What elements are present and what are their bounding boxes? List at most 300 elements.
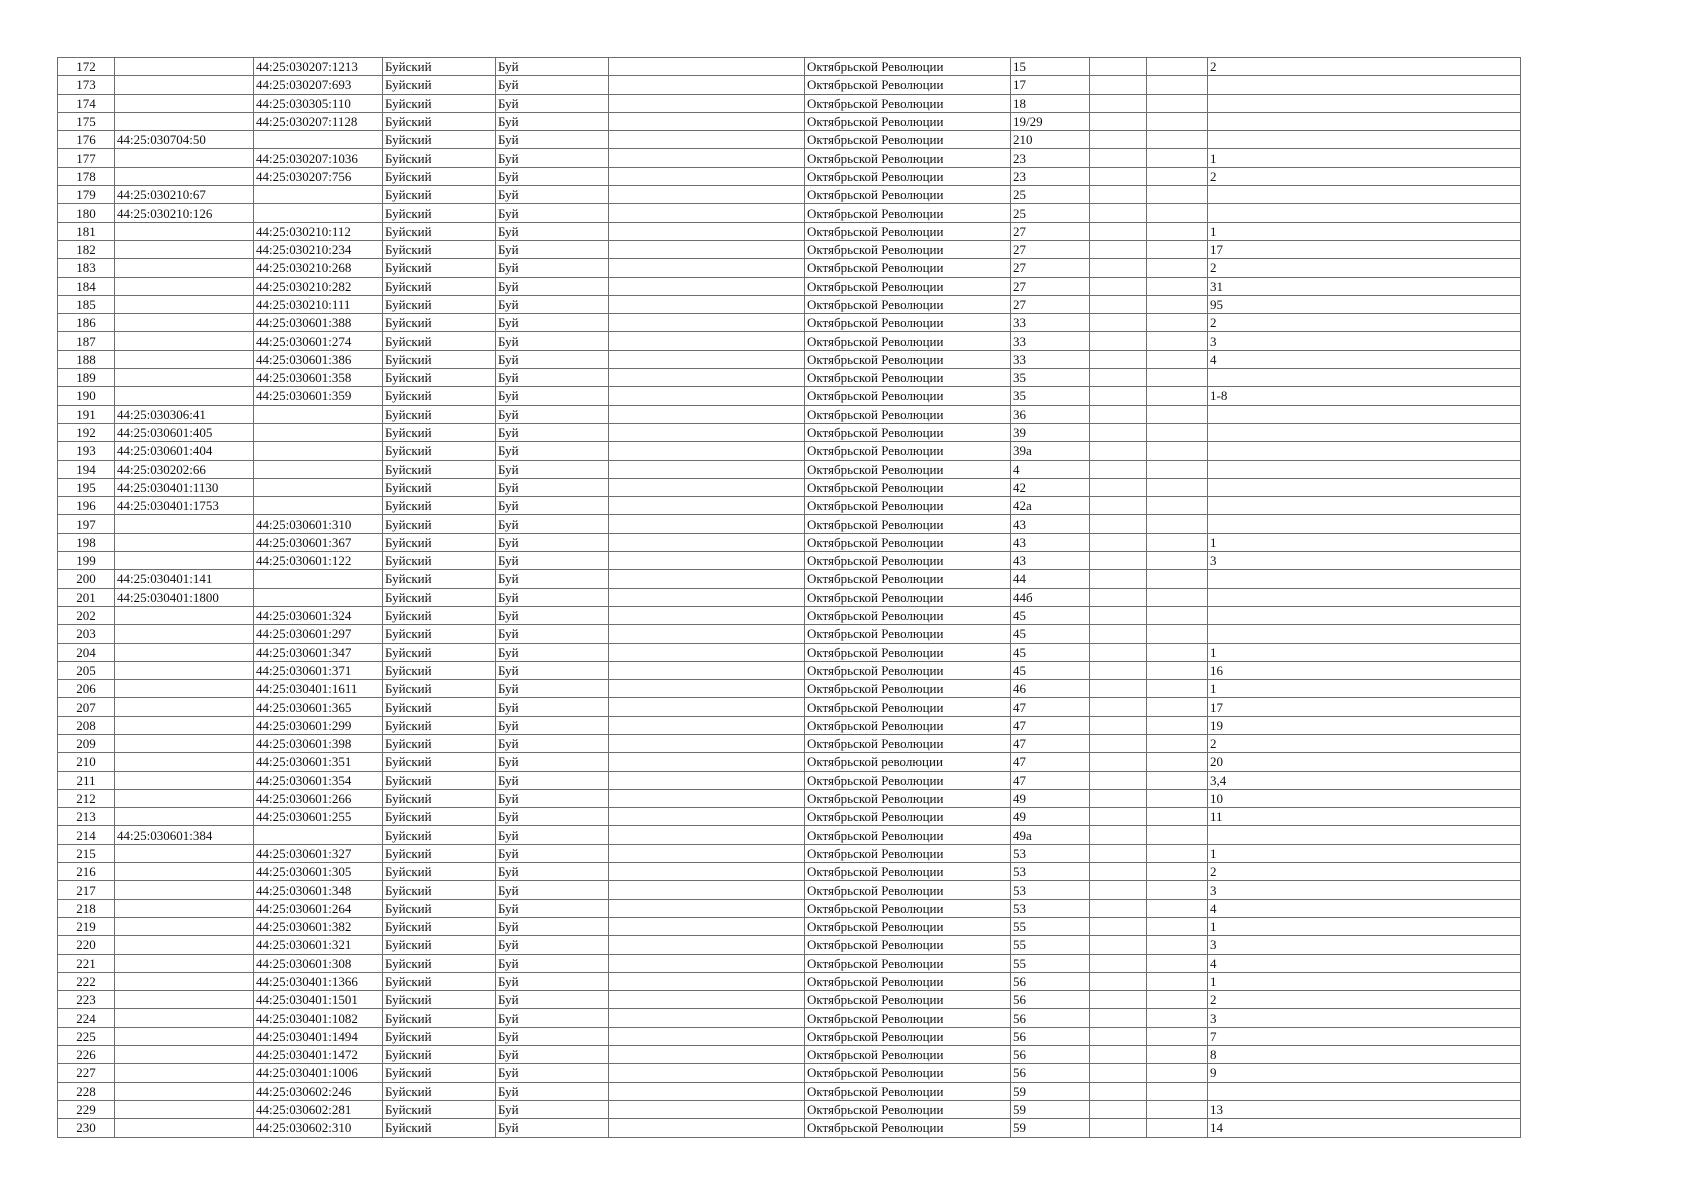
city-cell: Буй [496,1082,609,1100]
cadastral-number-b-cell: 44:25:030601:347 [254,643,383,661]
blank-2-cell [1090,570,1147,588]
blank-3-cell [1147,460,1208,478]
blank-2-cell [1090,716,1147,734]
blank-2-cell [1090,588,1147,606]
apartment-number-cell: 1 [1208,533,1521,551]
blank-2-cell [1090,698,1147,716]
apartment-number-cell: 17 [1208,698,1521,716]
cadastral-number-a-cell [115,240,254,258]
row-number-cell: 219 [58,917,115,935]
cadastral-number-b-cell: 44:25:030601:274 [254,332,383,350]
district-cell: Буйский [383,314,496,332]
apartment-number-cell: 19 [1208,716,1521,734]
apartment-number-cell [1208,442,1521,460]
blank-2-cell [1090,1009,1147,1027]
street-cell: Октябрьской Революции [805,131,1011,149]
row-number-cell: 205 [58,661,115,679]
cadastral-number-a-cell: 44:25:030401:1130 [115,478,254,496]
row-number-cell: 177 [58,149,115,167]
cadastral-number-a-cell [115,1064,254,1082]
district-cell: Буйский [383,460,496,478]
city-cell: Буй [496,204,609,222]
blank-2-cell [1090,314,1147,332]
blank-cell [609,661,805,679]
row-number-cell: 204 [58,643,115,661]
cadastral-number-b-cell: 44:25:030601:305 [254,863,383,881]
district-cell: Буйский [383,149,496,167]
table-row [58,277,1521,295]
cadastral-number-a-cell [115,515,254,533]
street-cell: Октябрьской Революции [805,350,1011,368]
cadastral-number-a-cell [115,643,254,661]
table-row [58,808,1521,826]
cadastral-number-b-cell [254,186,383,204]
blank-2-cell [1090,112,1147,130]
blank-2-cell [1090,1100,1147,1118]
row-number-cell: 179 [58,186,115,204]
blank-2-cell [1090,478,1147,496]
table-row [58,240,1521,258]
apartment-number-cell: 95 [1208,295,1521,313]
apartment-number-cell: 1 [1208,680,1521,698]
street-cell: Октябрьской Революции [805,917,1011,935]
row-number-cell: 220 [58,936,115,954]
blank-3-cell [1147,222,1208,240]
house-number-cell: 27 [1011,277,1090,295]
blank-2-cell [1090,1119,1147,1137]
house-number-cell: 59 [1011,1119,1090,1137]
cadastral-number-b-cell [254,478,383,496]
apartment-number-cell [1208,478,1521,496]
table-row [58,1046,1521,1064]
blank-3-cell [1147,1100,1208,1118]
blank-3-cell [1147,533,1208,551]
house-number-cell: 27 [1011,240,1090,258]
cadastral-number-a-cell: 44:25:030401:1753 [115,497,254,515]
apartment-number-cell: 2 [1208,167,1521,185]
row-number-cell: 208 [58,716,115,734]
apartment-number-cell: 13 [1208,1100,1521,1118]
blank-cell [609,332,805,350]
city-cell: Буй [496,423,609,441]
street-cell: Октябрьской Революции [805,167,1011,185]
blank-cell [609,954,805,972]
city-cell: Буй [496,606,609,624]
blank-cell [609,460,805,478]
district-cell: Буйский [383,844,496,862]
blank-3-cell [1147,277,1208,295]
cadastral-number-b-cell: 44:25:030601:264 [254,899,383,917]
city-cell: Буй [496,240,609,258]
cadastral-number-b-cell [254,826,383,844]
blank-3-cell [1147,1009,1208,1027]
street-cell: Октябрьской Революции [805,149,1011,167]
cadastral-number-b-cell: 44:25:030601:297 [254,625,383,643]
cadastral-number-a-cell: 44:25:030210:67 [115,186,254,204]
street-cell: Октябрьской Революции [805,1100,1011,1118]
row-number-cell: 212 [58,789,115,807]
district-cell: Буйский [383,661,496,679]
street-cell: Октябрьской Революции [805,771,1011,789]
city-cell: Буй [496,1027,609,1045]
blank-3-cell [1147,423,1208,441]
blank-cell [609,899,805,917]
cadastral-number-a-cell [115,369,254,387]
blank-3-cell [1147,76,1208,94]
blank-cell [609,131,805,149]
district-cell: Буйский [383,680,496,698]
district-cell: Буйский [383,497,496,515]
cadastral-number-b-cell [254,131,383,149]
cadastral-number-b-cell: 44:25:030602:281 [254,1100,383,1118]
city-cell: Буй [496,112,609,130]
table-row [58,881,1521,899]
cadastral-number-a-cell [115,625,254,643]
district-cell: Буйский [383,734,496,752]
apartment-number-cell [1208,76,1521,94]
blank-cell [609,1046,805,1064]
street-cell: Октябрьской Революции [805,58,1011,76]
blank-2-cell [1090,680,1147,698]
district-cell: Буйский [383,350,496,368]
city-cell: Буй [496,222,609,240]
city-cell: Буй [496,680,609,698]
blank-cell [609,936,805,954]
cadastral-number-a-cell [115,552,254,570]
apartment-number-cell: 1-8 [1208,387,1521,405]
blank-cell [609,991,805,1009]
cadastral-number-b-cell: 44:25:030401:1006 [254,1064,383,1082]
apartment-number-cell [1208,131,1521,149]
house-number-cell: 53 [1011,881,1090,899]
apartment-number-cell [1208,369,1521,387]
house-number-cell: 47 [1011,698,1090,716]
house-number-cell: 49 [1011,789,1090,807]
city-cell: Буй [496,1009,609,1027]
blank-2-cell [1090,899,1147,917]
blank-3-cell [1147,954,1208,972]
street-cell: Октябрьской Революции [805,1027,1011,1045]
cadastral-number-a-cell: 44:25:030202:66 [115,460,254,478]
city-cell: Буй [496,917,609,935]
blank-2-cell [1090,552,1147,570]
apartment-number-cell: 8 [1208,1046,1521,1064]
blank-3-cell [1147,405,1208,423]
cadastral-number-a-cell [115,753,254,771]
blank-3-cell [1147,844,1208,862]
district-cell: Буйский [383,387,496,405]
apartment-number-cell [1208,588,1521,606]
blank-3-cell [1147,552,1208,570]
house-number-cell: 33 [1011,332,1090,350]
blank-3-cell [1147,753,1208,771]
cadastral-number-a-cell [115,899,254,917]
row-number-cell: 181 [58,222,115,240]
house-number-cell: 59 [1011,1100,1090,1118]
blank-2-cell [1090,606,1147,624]
house-number-cell: 56 [1011,972,1090,990]
cadastral-number-b-cell: 44:25:030601:354 [254,771,383,789]
table-row [58,844,1521,862]
street-cell: Октябрьской Революции [805,1119,1011,1137]
blank-2-cell [1090,204,1147,222]
city-cell: Буй [496,643,609,661]
apartment-number-cell [1208,460,1521,478]
blank-2-cell [1090,734,1147,752]
house-number-cell: 44б [1011,588,1090,606]
cadastral-number-b-cell: 44:25:030601:122 [254,552,383,570]
cadastral-number-b-cell: 44:25:030210:112 [254,222,383,240]
house-number-cell: 56 [1011,1027,1090,1045]
blank-3-cell [1147,314,1208,332]
street-cell: Октябрьской Революции [805,423,1011,441]
table-row [58,222,1521,240]
blank-cell [609,1119,805,1137]
row-number-cell: 198 [58,533,115,551]
blank-2-cell [1090,826,1147,844]
city-cell: Буй [496,295,609,313]
house-number-cell: 45 [1011,661,1090,679]
blank-cell [609,771,805,789]
cadastral-number-b-cell: 44:25:030601:365 [254,698,383,716]
cadastral-number-a-cell: 44:25:030306:41 [115,405,254,423]
house-number-cell: 56 [1011,1064,1090,1082]
apartment-number-cell [1208,94,1521,112]
table-row [58,259,1521,277]
cadastral-number-b-cell: 44:25:030210:282 [254,277,383,295]
row-number-cell: 209 [58,734,115,752]
blank-cell [609,570,805,588]
house-number-cell: 33 [1011,350,1090,368]
blank-3-cell [1147,515,1208,533]
cadastral-number-a-cell [115,58,254,76]
table-row [58,1064,1521,1082]
apartment-number-cell: 11 [1208,808,1521,826]
table-row [58,442,1521,460]
blank-3-cell [1147,734,1208,752]
blank-cell [609,405,805,423]
cadastral-number-b-cell: 44:25:030601:367 [254,533,383,551]
apartment-number-cell [1208,112,1521,130]
blank-2-cell [1090,58,1147,76]
blank-3-cell [1147,991,1208,1009]
street-cell: Октябрьской революции [805,753,1011,771]
house-number-cell: 36 [1011,405,1090,423]
district-cell: Буйский [383,789,496,807]
cadastral-number-a-cell [115,716,254,734]
house-number-cell: 17 [1011,76,1090,94]
cadastral-number-b-cell: 44:25:030601:299 [254,716,383,734]
house-number-cell: 210 [1011,131,1090,149]
street-cell: Октябрьской Революции [805,369,1011,387]
blank-3-cell [1147,606,1208,624]
row-number-cell: 211 [58,771,115,789]
blank-3-cell [1147,369,1208,387]
cadastral-number-a-cell: 44:25:030401:141 [115,570,254,588]
city-cell: Буй [496,515,609,533]
blank-cell [609,753,805,771]
street-cell: Октябрьской Революции [805,76,1011,94]
blank-2-cell [1090,497,1147,515]
blank-2-cell [1090,94,1147,112]
apartment-number-cell: 3 [1208,1009,1521,1027]
house-number-cell: 25 [1011,204,1090,222]
table-row [58,991,1521,1009]
street-cell: Октябрьской Революции [805,844,1011,862]
cadastral-number-b-cell [254,405,383,423]
row-number-cell: 216 [58,863,115,881]
blank-cell [609,387,805,405]
row-number-cell: 182 [58,240,115,258]
apartment-number-cell: 1 [1208,972,1521,990]
cadastral-number-b-cell: 44:25:030601:308 [254,954,383,972]
blank-cell [609,552,805,570]
table-row [58,405,1521,423]
apartment-number-cell: 16 [1208,661,1521,679]
blank-2-cell [1090,149,1147,167]
city-cell: Буй [496,954,609,972]
row-number-cell: 175 [58,112,115,130]
blank-3-cell [1147,332,1208,350]
city-cell: Буй [496,277,609,295]
blank-cell [609,497,805,515]
house-number-cell: 23 [1011,149,1090,167]
blank-2-cell [1090,76,1147,94]
city-cell: Буй [496,369,609,387]
row-number-cell: 201 [58,588,115,606]
blank-cell [609,295,805,313]
cadastral-number-b-cell: 44:25:030601:266 [254,789,383,807]
street-cell: Октябрьской Революции [805,332,1011,350]
apartment-number-cell: 17 [1208,240,1521,258]
row-number-cell: 172 [58,58,115,76]
row-number-cell: 229 [58,1100,115,1118]
cadastral-number-b-cell: 44:25:030602:246 [254,1082,383,1100]
city-cell: Буй [496,899,609,917]
blank-cell [609,76,805,94]
cadastral-number-a-cell [115,680,254,698]
table-row [58,1027,1521,1045]
blank-3-cell [1147,112,1208,130]
blank-3-cell [1147,1046,1208,1064]
blank-cell [609,972,805,990]
cadastral-number-a-cell [115,295,254,313]
apartment-number-cell: 4 [1208,899,1521,917]
cadastral-number-a-cell [115,972,254,990]
house-number-cell: 49 [1011,808,1090,826]
cadastral-number-b-cell: 44:25:030601:388 [254,314,383,332]
blank-2-cell [1090,332,1147,350]
house-number-cell: 59 [1011,1082,1090,1100]
row-number-cell: 176 [58,131,115,149]
street-cell: Октябрьской Революции [805,588,1011,606]
city-cell: Буй [496,460,609,478]
blank-3-cell [1147,149,1208,167]
street-cell: Октябрьской Революции [805,314,1011,332]
district-cell: Буйский [383,1027,496,1045]
table-row [58,112,1521,130]
apartment-number-cell: 7 [1208,1027,1521,1045]
apartment-number-cell: 31 [1208,277,1521,295]
house-number-cell: 15 [1011,58,1090,76]
cadastral-number-a-cell [115,94,254,112]
blank-3-cell [1147,259,1208,277]
blank-2-cell [1090,350,1147,368]
blank-2-cell [1090,167,1147,185]
city-cell: Буй [496,58,609,76]
house-number-cell: 47 [1011,753,1090,771]
house-number-cell: 43 [1011,552,1090,570]
row-number-cell: 207 [58,698,115,716]
table-row [58,314,1521,332]
blank-2-cell [1090,844,1147,862]
table-row [58,972,1521,990]
street-cell: Октябрьской Революции [805,643,1011,661]
table-row [58,369,1521,387]
city-cell: Буй [496,991,609,1009]
blank-cell [609,863,805,881]
apartment-number-cell: 14 [1208,1119,1521,1137]
table-row [58,1082,1521,1100]
apartment-number-cell: 2 [1208,314,1521,332]
cadastral-number-a-cell [115,606,254,624]
cadastral-number-b-cell: 44:25:030601:324 [254,606,383,624]
house-number-cell: 56 [1011,1046,1090,1064]
blank-3-cell [1147,588,1208,606]
blank-2-cell [1090,533,1147,551]
row-number-cell: 223 [58,991,115,1009]
house-number-cell: 27 [1011,222,1090,240]
blank-3-cell [1147,789,1208,807]
district-cell: Буйский [383,753,496,771]
blank-2-cell [1090,917,1147,935]
table-row [58,533,1521,551]
table-row [58,606,1521,624]
city-cell: Буй [496,625,609,643]
cadastral-number-b-cell [254,204,383,222]
street-cell: Октябрьской Революции [805,1046,1011,1064]
blank-2-cell [1090,387,1147,405]
blank-cell [609,643,805,661]
row-number-cell: 206 [58,680,115,698]
blank-2-cell [1090,789,1147,807]
apartment-number-cell: 3,4 [1208,771,1521,789]
cadastral-number-a-cell: 44:25:030601:405 [115,423,254,441]
cadastral-number-a-cell [115,387,254,405]
table-row [58,497,1521,515]
city-cell: Буй [496,167,609,185]
blank-cell [609,588,805,606]
blank-2-cell [1090,991,1147,1009]
cadastral-number-b-cell: 44:25:030401:1611 [254,680,383,698]
blank-cell [609,167,805,185]
city-cell: Буй [496,863,609,881]
blank-3-cell [1147,698,1208,716]
district-cell: Буйский [383,186,496,204]
district-cell: Буйский [383,332,496,350]
house-number-cell: 55 [1011,917,1090,935]
city-cell: Буй [496,478,609,496]
row-number-cell: 214 [58,826,115,844]
blank-3-cell [1147,94,1208,112]
district-cell: Буйский [383,826,496,844]
street-cell: Октябрьской Революции [805,789,1011,807]
district-cell: Буйский [383,405,496,423]
district-cell: Буйский [383,643,496,661]
table-row [58,295,1521,313]
district-cell: Буйский [383,625,496,643]
city-cell: Буй [496,332,609,350]
